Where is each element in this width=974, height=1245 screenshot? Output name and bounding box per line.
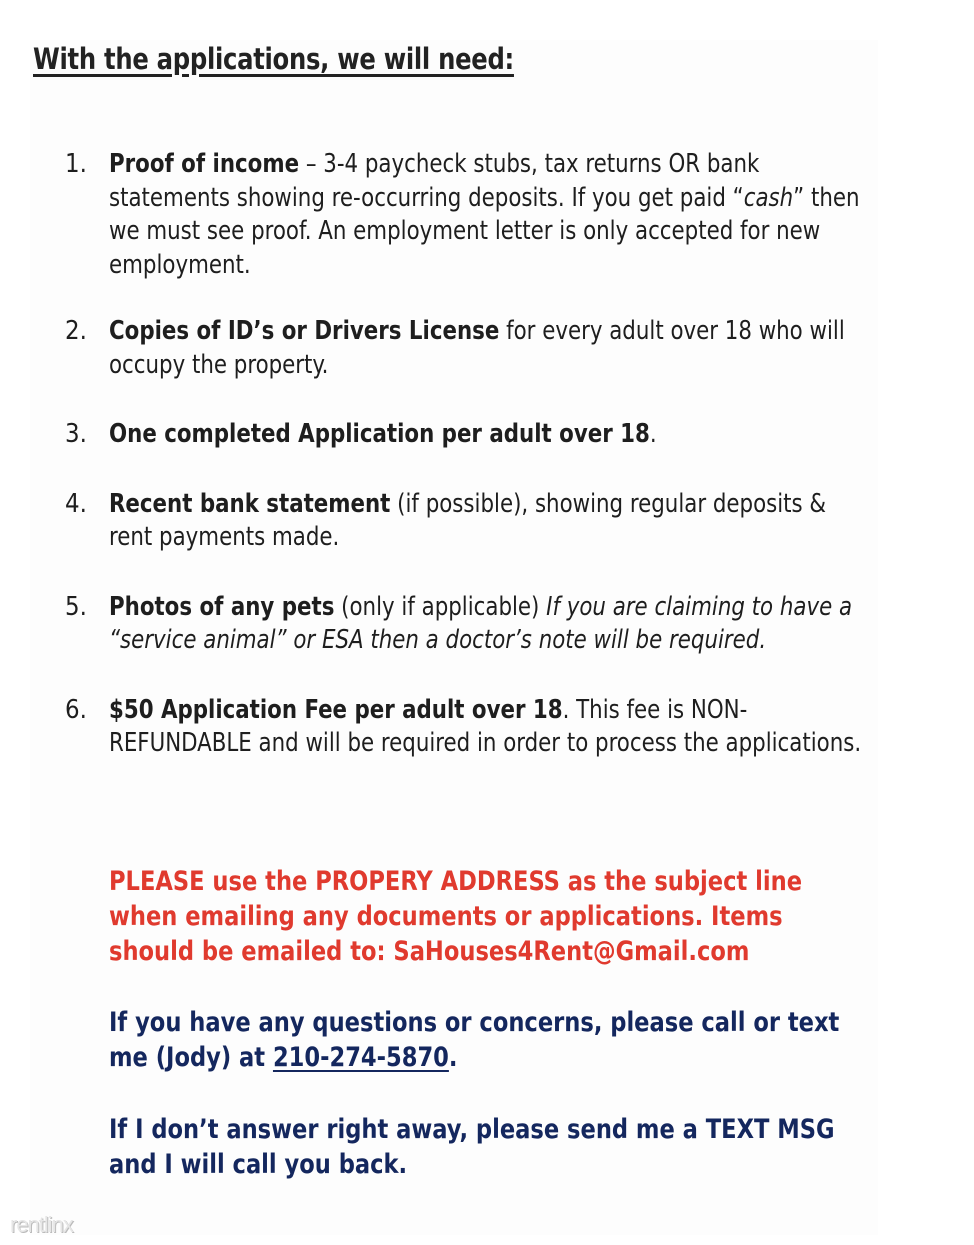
item-text: – 3-4 paycheck stubs, tax returns OR bank statements showing re-occurring deposits. If you get paid “ [109, 149, 760, 213]
item-title: One completed Application per adult over 18 [109, 419, 650, 449]
item-number: 1. [65, 149, 87, 179]
contact-text: If you have any questions or concerns, please call or text me (Jody) at [109, 1007, 840, 1073]
item-text: . [649, 419, 657, 449]
item-text: (only if applicable) [334, 591, 547, 622]
item-text: (if possible), showing regular deposits & rent payments made. [109, 488, 827, 552]
item-number: 6. [65, 694, 87, 725]
item-title: Photos of any pets [109, 591, 335, 622]
list-item [60, 488, 880, 555]
item-title: Proof of income [109, 149, 300, 179]
item-text: . This fee is NON-REFUNDABLE and will be required in order to process the applications. [109, 694, 862, 758]
item-text: ” then we must see proof. An employment letter is only accepted for new employment. [109, 182, 860, 280]
watermark-logo: rentlinx [10, 1212, 73, 1237]
list-item [60, 591, 880, 658]
callback-notice: If I don’t answer right away, please send me a TEXT MSG and I will call you back. [109, 1114, 835, 1180]
item-italic: cash [743, 182, 794, 213]
item-number: 2. [65, 316, 87, 346]
item-text: for every adult over 18 who will occupy the property. [109, 316, 845, 380]
item-number: 4. [65, 488, 87, 519]
requirements-list [60, 148, 880, 761]
list-item [60, 694, 880, 761]
list-item [60, 148, 880, 282]
item-title: Recent bank statement [109, 488, 391, 519]
item-title: Copies of ID’s or Drivers License [109, 316, 500, 346]
item-number: 5. [65, 591, 87, 622]
email-notice: PLEASE use the PROPERY ADDRESS as the subject line when emailing any documents or applications. Items should be emailed to: SaHouses4Rent@Gmail.com [109, 866, 803, 967]
list-item [60, 315, 880, 382]
item-number: 3. [65, 419, 87, 449]
list-item [60, 418, 880, 452]
phone-link[interactable]: 210-274-5870 [272, 1042, 449, 1073]
item-italic: If you are claiming to have a “service animal” or ESA then a doctor’s note will be required. [109, 591, 853, 655]
page-title: With the applications, we will need: [33, 42, 514, 76]
contact-notice [109, 1005, 853, 1075]
contact-text-end: . [448, 1042, 458, 1073]
item-title: $50 Application Fee per adult over 18 [109, 694, 563, 725]
